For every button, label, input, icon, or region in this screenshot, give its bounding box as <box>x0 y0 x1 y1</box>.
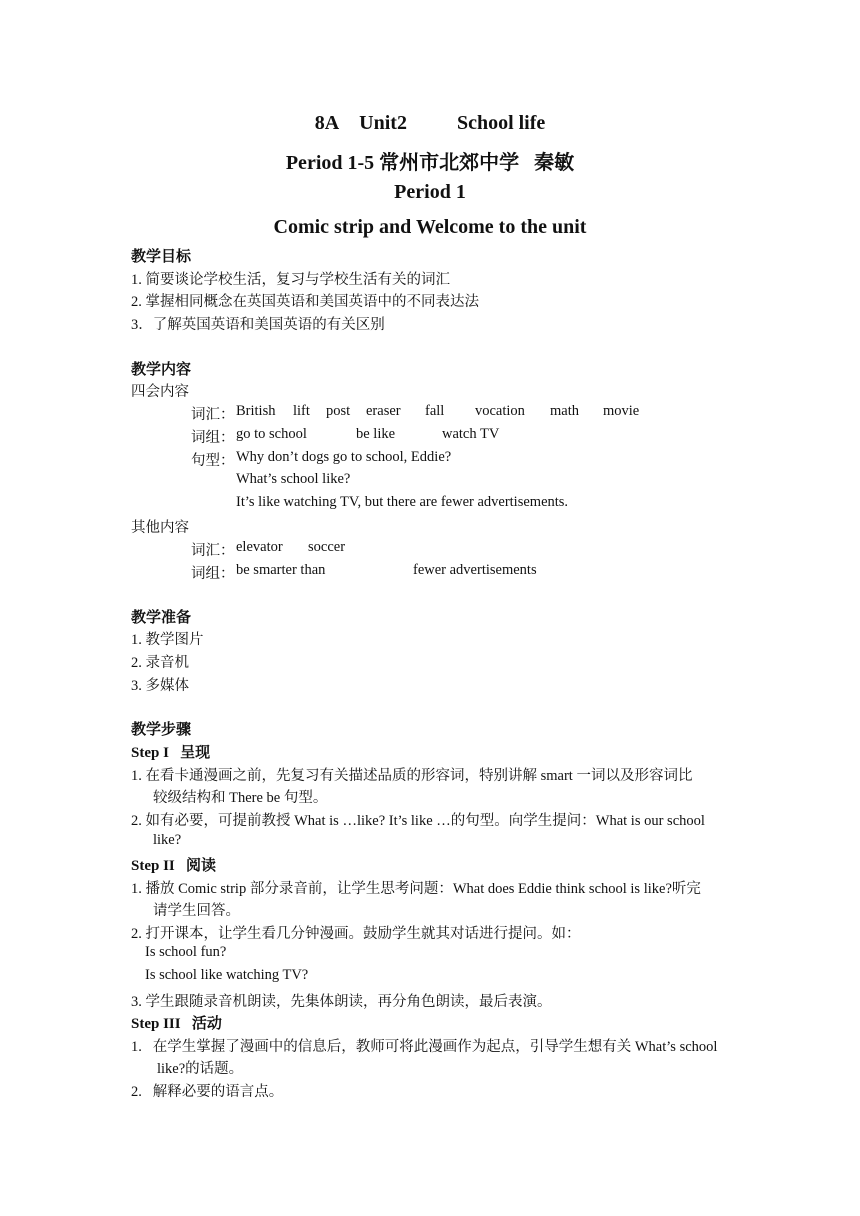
other-content-label: 其他内容 <box>131 520 189 536</box>
vocab-word: vocation <box>475 403 525 419</box>
content-heading: 教学内容 <box>131 362 192 378</box>
step-item: 1. 在看卡通漫画之前，先复习有关描述品质的形容词，特别讲解 smart 一词以及形容词比 <box>131 768 693 784</box>
four-skills-label: 四会内容 <box>131 384 189 400</box>
vocab-word: math <box>550 403 579 419</box>
objective-item: 1. 简要谈论学校生活，复习与学校生活有关的词汇 <box>131 272 450 288</box>
vocab-word: fall <box>425 403 445 419</box>
phrase-item: be like <box>356 426 396 442</box>
vocab-label: 词汇： <box>191 407 235 423</box>
vocab-word: soccer <box>308 539 346 555</box>
step-item-continued: like? <box>153 832 182 848</box>
vocab-word: movie <box>603 403 640 419</box>
vocab-label: 词汇： <box>191 543 235 559</box>
vocab-word: lift <box>293 403 310 419</box>
step-title: Step II 阅读 <box>131 858 217 874</box>
example-question: Is school like watching TV? <box>145 967 309 983</box>
sentence-item: Why don’t dogs go to school, Eddie? <box>236 449 452 465</box>
step-title: Step III 活动 <box>131 1016 222 1032</box>
step-item-continued: like?的话题。 <box>157 1061 244 1077</box>
preparation-item: 2. 录音机 <box>131 655 189 671</box>
sentence-item: What’s school like? <box>236 471 351 487</box>
preparation-item: 3. 多媒体 <box>131 678 189 694</box>
phrase-item: be smarter than <box>236 562 326 578</box>
step-item: 2. 如有必要，可提前教授 What is …like? It’s like …的句型。向学生提问：What is our school <box>131 813 705 829</box>
objectives-heading: 教学目标 <box>131 249 192 265</box>
step-item: 1. 播放 Comic strip 部分录音前，让学生思考问题：What does Eddie think school is like?听完 <box>131 881 701 897</box>
doc-title-unit: 8A Unit2 School life <box>314 112 546 134</box>
phrase-item: fewer advertisements <box>413 562 537 578</box>
doc-title-topic: Comic strip and Welcome to the unit <box>273 216 587 238</box>
phrase-label: 词组： <box>191 430 235 446</box>
step-item: 2. 打开课本，让学生看几分钟漫画。鼓励学生就其对话进行提问。如： <box>131 926 581 942</box>
objective-item: 3．了解英国英语和美国英语的有关区别 <box>131 317 385 333</box>
step-item-continued: 较级结构和 There be 句型。 <box>153 790 328 806</box>
phrase-item: watch TV <box>442 426 500 442</box>
phrase-label: 词组： <box>191 566 235 582</box>
preparation-item: 1. 教学图片 <box>131 632 204 648</box>
doc-title-period: Period 1 <box>394 181 466 203</box>
objective-item: 2. 掌握相同概念在英国英语和美国英语中的不同表达法 <box>131 294 479 310</box>
preparation-heading: 教学准备 <box>131 610 192 626</box>
vocab-word: post <box>326 403 351 419</box>
phrase-item: go to school <box>236 426 307 442</box>
steps-heading: 教学步骤 <box>131 722 192 738</box>
vocab-word: British <box>236 403 276 419</box>
sentence-item: It’s like watching TV, but there are fewer advertisements. <box>236 494 569 510</box>
step-item: 1. 在学生掌握了漫画中的信息后，教师可将此漫画作为起点，引导学生想有关 What’s school <box>131 1039 718 1055</box>
step-item: 3. 学生跟随录音机朗读，先集体朗读，再分角色朗读，最后表演。 <box>131 994 552 1010</box>
vocab-word: elevator <box>236 539 283 555</box>
example-question: Is school fun? <box>145 944 227 960</box>
doc-title-period-range: Period 1-5 常州市北郊中学 秦敏 <box>285 152 575 174</box>
vocab-word: eraser <box>366 403 401 419</box>
step-item: 2. 解释必要的语言点。 <box>131 1084 284 1100</box>
sentence-label: 句型： <box>191 453 235 469</box>
step-item-continued: 请学生回答。 <box>153 903 240 919</box>
step-title: Step I 呈现 <box>131 745 211 761</box>
